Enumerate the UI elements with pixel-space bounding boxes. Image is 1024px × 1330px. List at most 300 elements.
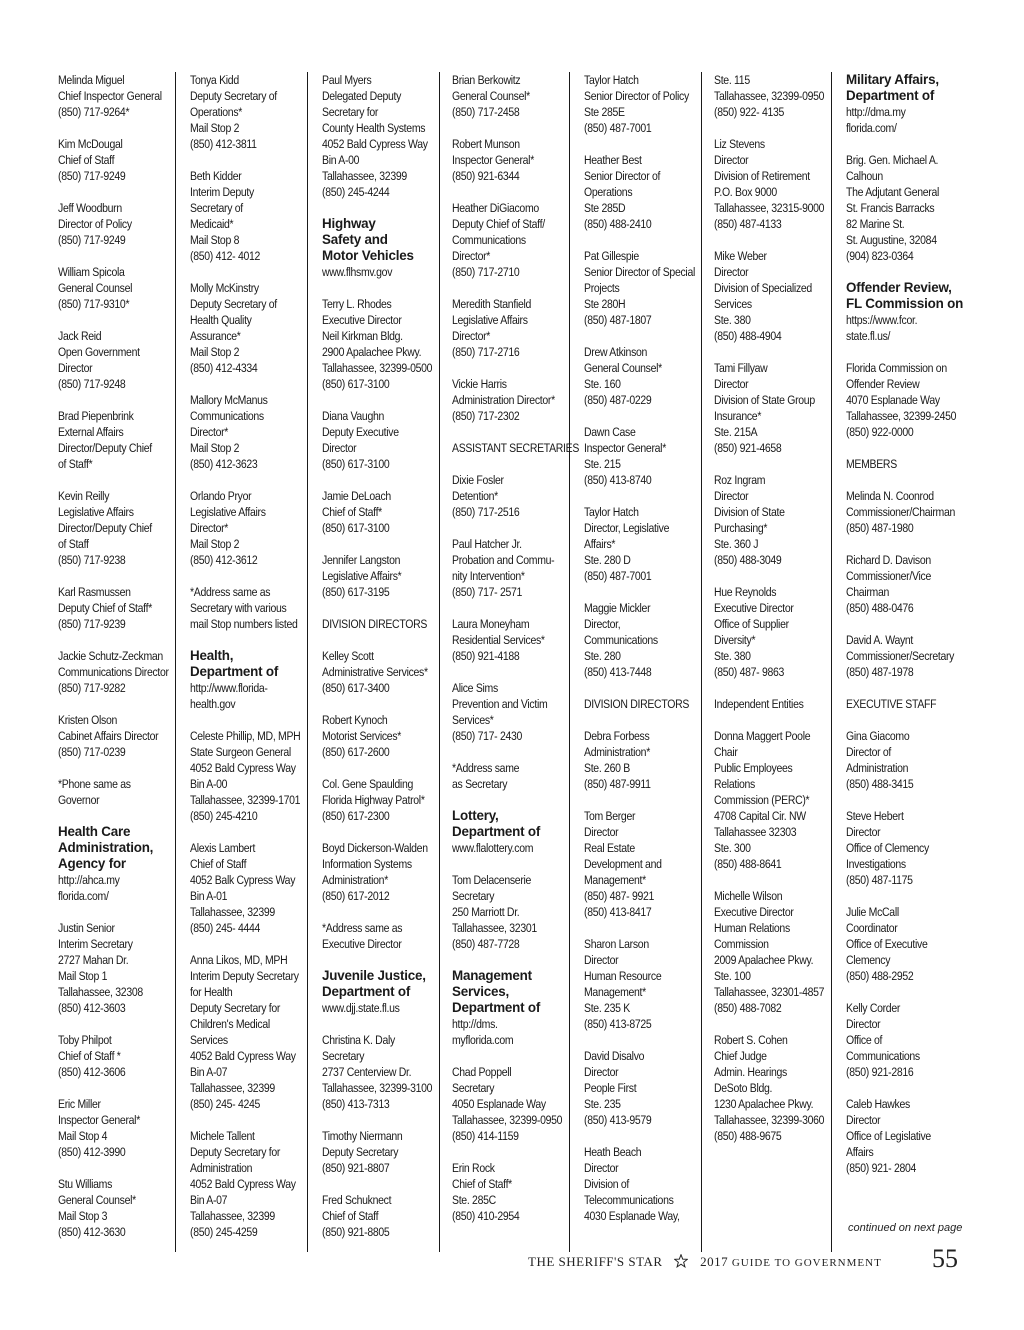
entry-line: (850) 488-2410 [584,217,652,231]
entry-line: Human Relations [714,921,790,935]
entry-line: 4052 Bald Cypress Way [322,137,428,151]
entry-line: Services [190,1033,228,1047]
entry-line: (850) 410-2954 [452,1209,520,1223]
directory-entry [58,488,175,568]
entry-line: Tallahassee, 32301-4857 [714,985,825,999]
entry-line: 2009 Apalachee Pkwy. [714,953,814,967]
entry-line: Secretary [452,889,495,903]
entry-line: Director [584,953,619,967]
section-title-line: Health, [190,648,234,663]
directory-entry [584,344,701,408]
directory-entry [584,808,701,920]
entry-line: Cabinet Affairs Director [58,729,159,743]
entry-line: Heather Best [584,153,642,167]
entry-line: Detention* [452,489,498,503]
entry-line: Ste. 215A [714,425,758,439]
directory-entry [584,248,701,328]
directory-entry [846,552,970,616]
entry-line: (850) 487-7001 [584,569,652,583]
entry-line: Ste. 360 J [714,537,759,551]
entry-line: Tami Fillyaw [714,361,768,375]
entry-line: Ste. 235 K [584,1001,630,1015]
entry-line: Meredith Stanfield [452,297,532,311]
entry-line: Medicaid* [190,217,234,231]
entry-line: Governor [58,793,100,807]
entry-line: Deputy Secretary of [190,89,277,103]
entry-line: Florida Highway Patrol* [322,793,425,807]
entry-line: Director [322,441,357,455]
entry-line: (850) 717-2302 [452,409,520,423]
section-heading [452,968,569,1048]
directory-entry [714,72,831,120]
entry-line: 82 Marine St. [846,217,905,231]
entry-line: Mail Stop 2 [190,345,240,359]
entry-line: Mail Stop 4 [58,1129,108,1143]
entry-line: Investigations [846,857,906,871]
entry-line: Heather DiGiacomo [452,201,539,215]
entry-line: County Health Systems [322,121,426,135]
entry-line: Mail Stop 2 [190,121,240,135]
entry-line: Projects [584,281,620,295]
entry-line: Col. Gene Spaulding [322,777,414,791]
entry-line: Division of State Group [714,393,815,407]
entry-line: (850) 921-4658 [714,441,782,455]
entry-line: Mike Weber [714,249,767,263]
entry-line: People First [584,1081,637,1095]
directory-entry [846,904,970,984]
entry-line: Human Resource [584,969,662,983]
entry-line: (850) 412-3606 [58,1065,126,1079]
entry-line: 4070 Esplanade Way [846,393,940,407]
entry-line: Alexis Lambert [190,841,256,855]
directory-entry [584,424,701,488]
website-url: https://www.fcor. [846,313,918,327]
entry-line: Communications Director [58,665,169,679]
entry-line: Ste. 260 B [584,761,630,775]
entry-line: Communications [846,1049,920,1063]
directory-entry [322,488,439,536]
entry-line: Chairman [846,585,890,599]
entry-line: (850) 414-1159 [452,1129,519,1143]
entry-line: Mail Stop 2 [190,441,240,455]
entry-line: *Address same as [322,921,403,935]
entry-line: Pat Gillespie [584,249,639,263]
entry-line: (850) 413-9579 [584,1113,652,1127]
entry-line: (850) 717-9249 [58,169,126,183]
website-url: www.flhsmv.gov [322,265,393,279]
entry-line: (850) 487- 9921 [584,889,655,903]
entry-line: Director* [452,329,491,343]
entry-line: Bin A-07 [190,1065,228,1079]
directory-entry [58,1096,175,1160]
entry-line: Chief of Staff* [322,505,382,519]
entry-line: Executive Director [322,937,402,951]
publication-name: THE SHERIFF'S STAR [528,1254,663,1269]
directory-entry [584,1144,701,1224]
entry-line: (850) 717-2516 [452,505,520,519]
entry-line: Director [846,825,881,839]
entry-line: 2727 Mahan Dr. [58,953,129,967]
entry-line: Director* [190,425,229,439]
section-title-line: Department of [452,1000,541,1015]
entry-line: Ste. 100 [714,969,751,983]
directory-entry [322,1032,439,1112]
entry-line: (850) 487-0229 [584,393,652,407]
directory-entry [846,808,970,888]
entry-line: Coordinator [846,921,898,935]
directory-entry [322,616,439,632]
directory-entry [452,536,569,600]
entry-line: Operations [584,185,633,199]
website-url: www.flalottery.com [452,841,534,855]
column-4 [446,72,580,1252]
entry-line: (850) 488-2952 [846,969,914,983]
entry-line: Anna Likos, MD, MPH [190,953,288,967]
entry-line: (850) 717-9282 [58,681,126,695]
entry-line: Deputy Secretary for [190,1001,281,1015]
directory-entry [846,360,970,440]
entry-line: Ste. 160 [584,377,621,391]
website-url: florida.com/ [846,121,897,135]
website-url: myflorida.com [452,1033,514,1047]
entry-line: Mail Stop 1 [58,969,108,983]
entry-line: Director [714,377,749,391]
directory-entry [714,1032,831,1144]
entry-line: (850) 717-9238 [58,553,126,567]
entry-line: Commissioner/Chairman [846,505,956,519]
directory-entry [322,408,439,472]
directory-entry [846,728,970,792]
directory-entry [58,264,175,312]
entry-line: Director [714,265,749,279]
entry-line: Jeff Woodburn [58,201,122,215]
directory-entry [322,712,439,760]
entry-line: (850) 412- 4012 [190,249,261,263]
entry-line: Tom Delacenserie [452,873,532,887]
directory-entry [714,360,831,456]
entry-line: *Address same as [190,585,271,599]
entry-line: Operations* [190,105,243,119]
entry-line: Tallahassee, 32399 [322,169,407,183]
entry-line: 4052 Balk Cypress Way [190,873,296,887]
entry-line: Chief of Staff [322,1209,379,1223]
entry-line: Boyd Dickerson-Walden [322,841,428,855]
section-title-line: Services, [452,984,510,999]
directory-entry [190,840,307,936]
entry-line: David A. Waynt [846,633,914,647]
directory-entry [714,696,831,712]
directory-entry [452,72,569,120]
entry-line: Bin A-01 [190,889,228,903]
entry-line: Brian Berkowitz [452,73,521,87]
entry-line: Relations [714,777,755,791]
entry-line: Ste. 380 [714,649,751,663]
entry-line: Clemency [846,953,891,967]
entry-line: Deputy Secretary of [190,297,277,311]
entry-line: 4052 Bald Cypress Way [190,1049,296,1063]
directory-entry [322,648,439,696]
entry-line: (850) 412-3623 [190,457,258,471]
entry-line: Tallahassee, 32399-3060 [714,1113,825,1127]
entry-line: Roz Ingram [714,473,766,487]
entry-line: Taylor Hatch [584,505,639,519]
section-heading [58,824,175,904]
directory-entry [322,920,439,952]
entry-line: Director [846,1017,881,1031]
entry-line: (850) 921-6344 [452,169,520,183]
entry-line: Ste. 380 [714,313,751,327]
website-url: http://dma.my [846,105,906,119]
entry-line: *Address same [452,761,520,775]
entry-line: as Secretary [452,777,508,791]
section-title-line: Department of [452,824,541,839]
entry-line: (850) 717-9249 [58,233,126,247]
directory-entry [190,952,307,1112]
section-title-line: Safety and [322,232,388,247]
entry-line: Probation and Commu- [452,553,555,567]
entry-line: Liz Stevens [714,137,765,151]
entry-line: (850) 413-8417 [584,905,652,919]
entry-line: Heath Beach [584,1145,642,1159]
entry-line: Ste 285D [584,201,626,215]
section-title-line: Management [452,968,532,983]
entry-line: Public Employees [714,761,793,775]
directory-entry [58,648,175,696]
entry-line: Director [714,153,749,167]
entry-line: (850) 245- 4245 [190,1097,261,1111]
entry-line: Management* [584,873,646,887]
entry-line: mail Stop numbers listed [190,617,298,631]
entry-line: Independent Entities [714,697,804,711]
section-heading [322,968,439,1016]
entry-line: Division of Retirement [714,169,810,183]
entry-line: Brig. Gen. Michael A. [846,153,939,167]
entry-line: General Counsel [58,281,133,295]
entry-line: Deputy Chief of Staff* [58,601,152,615]
entry-line: Bin A-00 [322,153,360,167]
entry-line: for Health [190,985,233,999]
entry-line: Orlando Pryor [190,489,252,503]
website-url: http://ahca.my [58,873,120,887]
entry-line: 4052 Bald Cypress Way [190,761,296,775]
entry-line: 2900 Apalachee Pkwy. [322,345,422,359]
entry-line: Division of [584,1177,630,1191]
directory-entry [190,392,307,472]
entry-line: Inspector General* [452,153,534,167]
entry-line: Mail Stop 8 [190,233,240,247]
entry-line: Eric Miller [58,1097,101,1111]
entry-line: Administration* [322,873,388,887]
directory-entry [58,72,175,120]
entry-line: Robert Munson [452,137,520,151]
entry-line: (850) 245-4244 [322,185,390,199]
entry-line: (850) 413-7448 [584,665,652,679]
entry-line: General Counsel* [452,89,530,103]
entry-line: Tallahassee, 32399 [190,1209,275,1223]
section-title-line: Department of [322,984,411,999]
directory-entry [190,488,307,568]
entry-line: (850) 922- 4135 [714,105,785,119]
entry-line: Tallahassee, 32308 [58,985,143,999]
entry-line: (850) 717-2716 [452,345,520,359]
entry-line: Tallahassee, 32399-2450 [846,409,957,423]
directory-entry [584,696,701,712]
entry-line: (850) 617-3100 [322,457,390,471]
entry-line: Admin. Hearings [714,1065,787,1079]
entry-line: (850) 245-4210 [190,809,258,823]
entry-line: Tallahassee 32303 [714,825,797,839]
directory-entry [714,136,831,232]
directory-entry [452,136,569,184]
continued-note: continued on next page [848,1222,963,1234]
entry-line: Robert Kynoch [322,713,388,727]
entry-line: Ste 280H [584,297,626,311]
entry-line: Affairs [846,1145,874,1159]
entry-line: Executive Director [714,601,794,615]
page-number: 55 [932,1244,958,1273]
directory-entry [452,1160,569,1224]
entry-line: General Counsel* [58,1193,136,1207]
entry-line: Caleb Hawkes [846,1097,910,1111]
entry-line: Debra Forbess [584,729,650,743]
entry-line: (850) 488-3049 [714,553,782,567]
website-url: http://www.florida- [190,681,268,695]
website-url: health.gov [190,697,236,711]
entry-line: Communications [584,633,658,647]
entry-line: Vickie Harris [452,377,507,391]
entry-line: Health Quality [190,313,252,327]
entry-line: Administration Director* [452,393,555,407]
entry-line: Christina K. Daly [322,1033,395,1047]
entry-line: Director, [584,617,621,631]
directory-entry [714,248,831,344]
entry-line: Commission [714,937,769,951]
entry-line: Drew Atkinson [584,345,648,359]
entry-line: Senior Director of Special [584,265,696,279]
entry-line: Secretary [452,1081,495,1095]
entry-line: (850) 922-0000 [846,425,914,439]
entry-line: Office of [846,1033,883,1047]
directory-entry [452,440,580,456]
entry-line: Chief Judge [714,1049,767,1063]
directory-entry [322,552,439,600]
entry-line: Tallahassee, 32399-3100 [322,1081,433,1095]
directory-entry [584,936,701,1032]
entry-line: Terry L. Rhodes [322,297,392,311]
entry-line: Florida Commission on [846,361,947,375]
entry-line: Administration [190,1161,253,1175]
footer-year: 2017 [700,1254,729,1269]
directory-entry [846,488,970,536]
entry-line: (850) 487-9911 [584,777,651,791]
column-5 [578,72,702,1252]
entry-line: (850) 617-2300 [322,809,390,823]
section-heading [190,648,307,712]
website-url: state.fl.us/ [846,329,891,343]
entry-line: Inspector General* [584,441,666,455]
entry-line: (850) 617-2012 [322,889,390,903]
entry-line: Donna Maggert Poole [714,729,811,743]
directory-entry [452,680,569,744]
entry-line: Chief Inspector General [58,89,162,103]
entry-line: Kevin Reilly [58,489,110,503]
directory-entry [58,1032,175,1080]
entry-line: 4708 Capital Cir. NW [714,809,806,823]
entry-line: Prevention and Victim [452,697,548,711]
entry-line: William Spicola [58,265,125,279]
entry-line: (850) 487-7728 [452,937,520,951]
entry-line: (850) 921- 2804 [846,1161,917,1175]
entry-line: Inspector General* [58,1113,140,1127]
entry-line: Diana Vaughn [322,409,385,423]
entry-line: (850) 245-4259 [190,1225,258,1239]
column-3 [316,72,440,1252]
directory-entry [452,1064,569,1144]
entry-line: Deputy Secretary for [190,1145,281,1159]
section-title-line: Motor Vehicles [322,248,414,263]
entry-line: Chair [714,745,738,759]
entry-line: Taylor Hatch [584,73,639,87]
entry-line: Ste. 280 D [584,553,631,567]
entry-line: Motorist Services* [322,729,402,743]
directory-entry [846,696,970,712]
website-url: www.djj.state.fl.us [322,1001,400,1015]
section-title-line: Juvenile Justice, [322,968,426,983]
entry-line: Michele Tallent [190,1129,255,1143]
section-heading [452,808,569,856]
entry-line: Commission (PERC)* [714,793,810,807]
entry-line: Secretary [322,1049,365,1063]
directory-entry [584,1048,701,1128]
entry-line: Mail Stop 3 [58,1209,108,1223]
entry-line: 4052 Bald Cypress Way [190,1177,296,1191]
entry-line: Director/Deputy Chief [58,441,152,455]
column-6 [708,72,832,1252]
section-title-line: Offender Review, [846,280,952,295]
directory-entry [452,616,569,664]
entry-line: Delegated Deputy [322,89,402,103]
entry-line: Secretary of [190,201,243,215]
page-footer [528,1246,968,1276]
entry-line: Calhoun [846,169,883,183]
entry-line: St. Francis Barracks [846,201,935,215]
entry-line: Insurance* [714,409,762,423]
entry-line: DIVISION DIRECTORS [322,617,428,631]
directory-entry [452,872,569,952]
entry-line: (850) 487-7001 [584,121,652,135]
entry-line: Kristen Olson [58,713,118,727]
entry-line: Interim Secretary [58,937,133,951]
directory-entry [452,472,569,520]
entry-line: Chief of Staff [58,153,115,167]
entry-line: Children's Medical [190,1017,270,1031]
entry-line: (850) 921-8805 [322,1225,390,1239]
directory-entry [452,376,569,424]
entry-line: Timothy Niermann [322,1129,403,1143]
entry-line: Division of State [714,505,785,519]
entry-line: (850) 488-4904 [714,329,782,343]
directory-entry [322,776,439,824]
section-title-line: Health Care [58,824,131,839]
entry-line: (850) 717-9248 [58,377,126,391]
directory-entry [58,408,175,472]
entry-line: (850) 488-7082 [714,1001,782,1015]
entry-line: Ste. 235 [584,1097,621,1111]
entry-line: Open Government [58,345,140,359]
entry-line: (850) 487-4133 [714,217,782,231]
entry-line: (850) 412-4334 [190,361,258,375]
directory-entry [714,888,831,1016]
